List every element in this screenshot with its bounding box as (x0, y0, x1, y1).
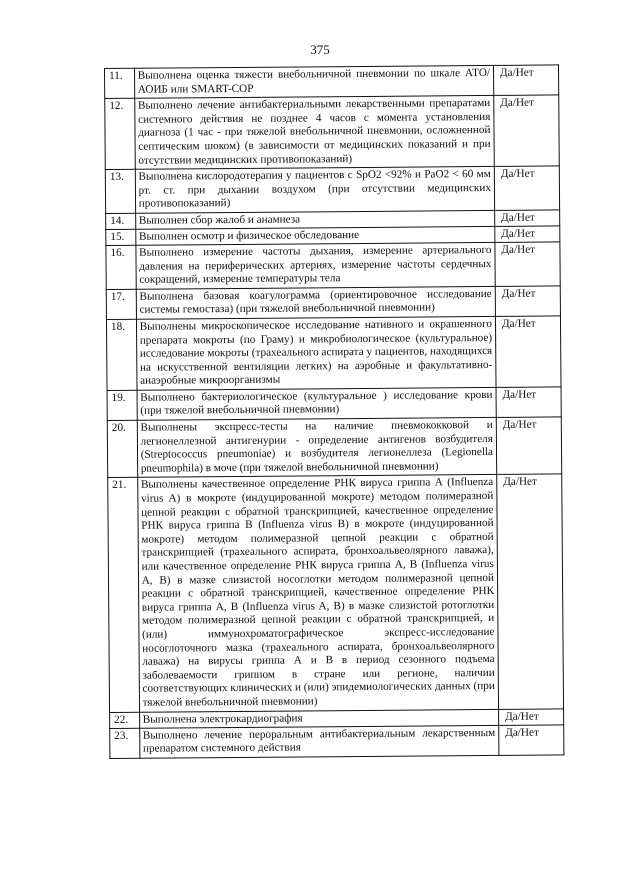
criterion-mark: Да/Нет (498, 708, 563, 725)
criterion-mark: Да/Нет (495, 316, 561, 387)
criterion-mark: Да/Нет (497, 474, 564, 709)
table-row (105, 65, 559, 99)
criterion-text: Выполнено бактериологическое (культуральное ) исследование крови (при тяжелой внебольничной пневмонии) (137, 387, 497, 420)
table-row (107, 387, 561, 421)
row-number: 17. (106, 289, 136, 319)
table-row (106, 242, 560, 289)
criterion-text: Выполнена базовая коагулограмма (ориентировочное исследование системы гемостаза) (при тяжелой внебольничной пневмонии) (136, 286, 496, 319)
criterion-mark: Да/Нет (494, 95, 560, 166)
criterion-text: Выполнено лечение антибактериальными лекарственными препаратами системного действия не позднее 4 часов с момента установления диагноза (1 час - при тяжелой внебольничной пневмонии, осложненной септическим шоком) (в зависимости от медицинских показаний и при отсутствии медицинских противопоказаний) (134, 96, 494, 170)
criterion-text: Выполнено измерение частоты дыхания, измерение артериального давления на периферических артериях, измерение частоты сердечных сокращений, измерение температуры тела (136, 242, 496, 289)
criterion-mark: Да/Нет (496, 417, 561, 475)
criterion-text: Выполнена кислородотерапия у пациентов с SpO2 <92% и PaO2 < 60 мм рт. ст. при дыхании воздухом (при отсутствии медицинских противопоказаний) (135, 167, 495, 214)
criterion-mark: Да/Нет (496, 387, 561, 418)
table-row (105, 166, 559, 213)
table-row (106, 316, 561, 391)
criterion-mark: Да/Нет (495, 226, 560, 243)
criterion-mark: Да/Нет (494, 166, 559, 210)
criterion-text: Выполнены качественное определение РНК вируса гриппа А (Influenza virus A) в мокроте (индуцированной мокроте) методом полимеразной цепной реакции с обратной транскрипцией, качественное определение РНК вируса гриппа В (Influenza virus B) в мокроте (индуцированной мокроте) методом полимеразной цепной реакции с обратной транскрипцией (трахеального аспирата, бронхоальвеолярного лаважа), или качественное определение РНК вируса гриппа А, В (Influenza virus A, B) в мазке слизистой носоглотки методом полимеразной цепной реакции с обратной транскрипцией, качественное определение РНК вируса гриппа А, В (Influenza virus A, B) в мазке слизистой ротоглотки методом полимеразной цепной реакции с обратной транскрипцией, и (или) иммунохроматографическое экспресс-исследование носоглоточного мазка (трахеального аспирата, бронхоальвеолярного лаважа) на вирусы гриппа А и В в период сезонного подъема заболеваемости гриппом в стране или регионе, наличии соответствующих клинических и (или) эпидемиологических данных (при тяжелой внебольничной пневмонии) (137, 475, 498, 712)
criterion-text: Выполнен осмотр и физическое обследование (135, 226, 494, 245)
row-number: 22. (110, 712, 140, 728)
quality-criteria-table (104, 64, 564, 758)
criterion-text: Выполнена электрокардиография (139, 709, 498, 728)
criterion-mark: Да/Нет (495, 242, 560, 286)
table-row (105, 95, 560, 170)
table-row (107, 417, 561, 478)
row-number: 21. (108, 478, 139, 712)
criterion-mark: Да/Нет (495, 286, 560, 317)
row-number: 20. (107, 420, 137, 478)
row-number: 14. (106, 213, 136, 229)
row-number: 23. (110, 728, 140, 758)
criterion-text: Выполнена оценка тяжести внебольничной пневмонии по шкале АТО/АОИБ или SMART-COP (134, 65, 494, 98)
criterion-mark: Да/Нет (499, 724, 564, 755)
row-number: 12. (105, 98, 135, 169)
row-number: 11. (105, 68, 135, 98)
row-number: 13. (105, 169, 135, 213)
row-number: 15. (106, 229, 136, 245)
criterion-text: Выполнен сбор жалоб и анамнеза (135, 210, 494, 229)
page-number: 375 (310, 42, 330, 57)
criterion-text: Выполнено лечение пероральным антибактериальным лекарственным препаратом системного действия (139, 725, 499, 758)
row-number: 18. (106, 319, 136, 390)
table-row (110, 724, 564, 758)
criterion-text: Выполнены экспресс-тесты на наличие пневмококковой и легионеллезной антигенурии - определение антигенов возбудителя (Streptococcus pneumoniae) и возбудителя легионеллеза (Legionella pneumophila) в моче (при тяжелой внебольничной пневмонии) (137, 417, 497, 477)
criterion-text: Выполнены микроскопическое исследование нативного и окрашенного препарата мокроты (по Граму) и микробиологическое (культуральное) исследование мокроты (трахеального аспирата у пациентов, находящихся на искусственной вентиляции легких) на аэробные и факультативно-анаэробные микроорганизмы (136, 316, 496, 390)
table-row (106, 286, 560, 320)
row-number: 16. (106, 245, 136, 289)
criterion-mark: Да/Нет (495, 210, 560, 227)
criterion-mark: Да/Нет (493, 65, 558, 96)
row-number: 19. (107, 390, 137, 420)
table-row (108, 474, 564, 712)
